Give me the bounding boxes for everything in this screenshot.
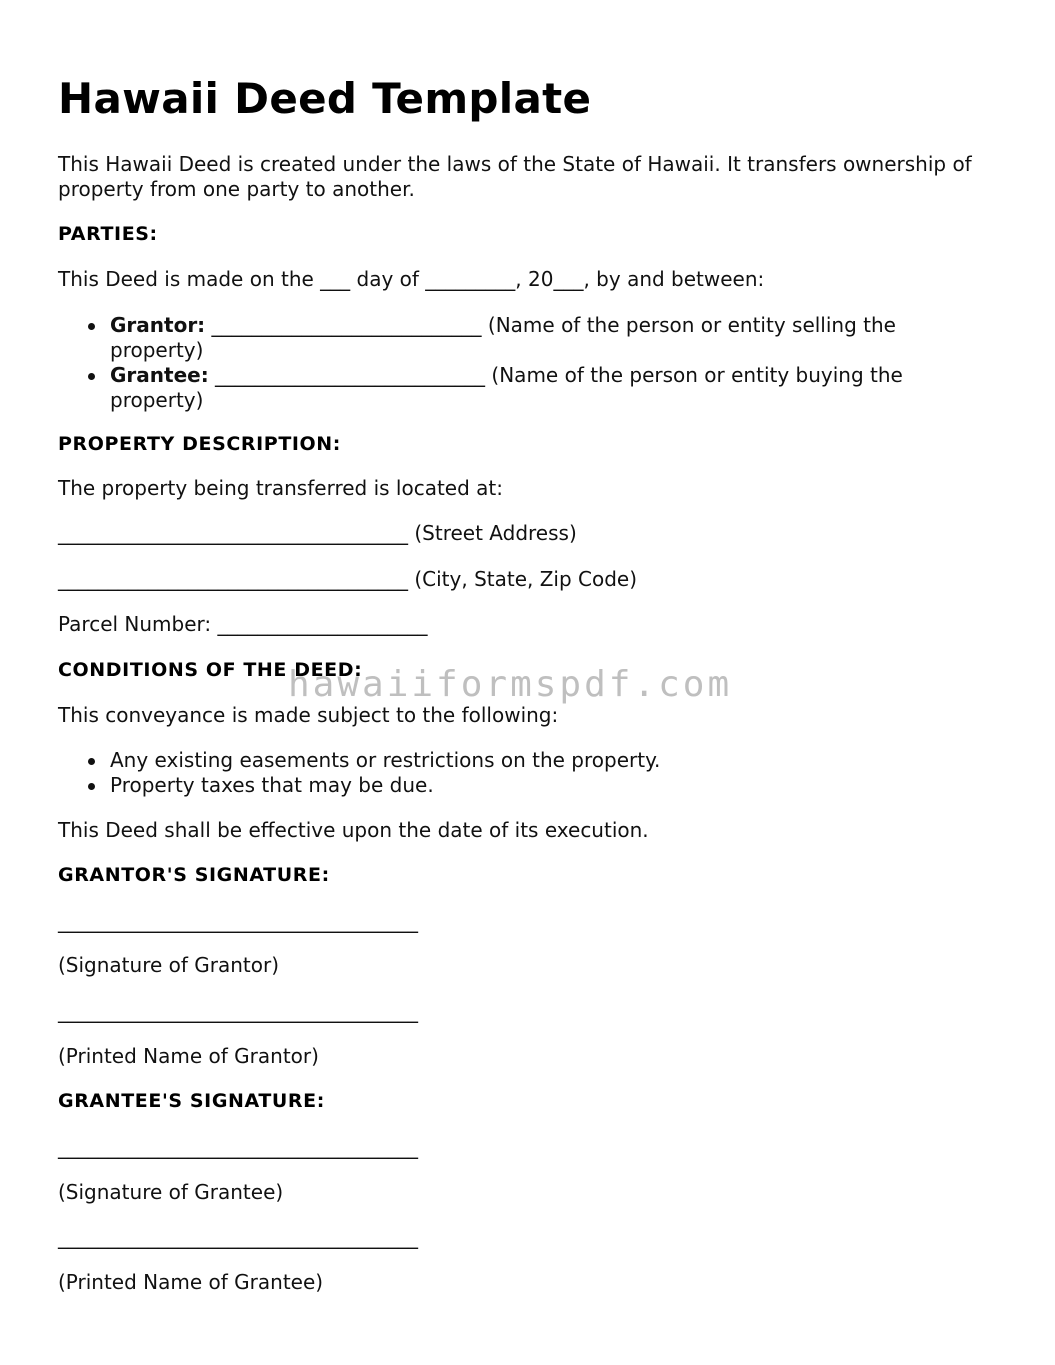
parties-list [58, 313, 958, 413]
grantor-label: Grantor: [110, 313, 206, 337]
grantee-signature-line: ____________________________________ [58, 1135, 418, 1159]
grantor-text: ___________________________ (Name of the person or entity selling the property) [110, 313, 896, 362]
effective-date-statement: This Deed shall be effective upon the date of its execution. [58, 818, 649, 842]
conditions-heading: CONDITIONS OF THE DEED: [58, 659, 363, 681]
grantor-printed-name-line: ____________________________________ [58, 999, 418, 1023]
watermark: hawaiiformspdf.com [288, 664, 733, 705]
grantor-signature-heading: GRANTOR'S SIGNATURE: [58, 864, 330, 886]
list-item: Any existing easements or restrictions on the property. [58, 748, 958, 773]
city-state-zip-line: ___________________________________ (City, State, Zip Code) [58, 567, 638, 591]
grantor-signature-caption: (Signature of Grantor) [58, 953, 280, 977]
grantee-signature-caption: (Signature of Grantee) [58, 1180, 284, 1204]
grantee-printed-name-line: ____________________________________ [58, 1225, 418, 1249]
list-item-grantor [58, 313, 958, 363]
grantee-signature-heading: GRANTEE'S SIGNATURE: [58, 1090, 325, 1112]
grantee-printed-name-caption: (Printed Name of Grantee) [58, 1270, 324, 1294]
grantor-printed-name-caption: (Printed Name of Grantor) [58, 1044, 319, 1068]
parties-heading: PARTIES: [58, 223, 158, 245]
property-description-heading: PROPERTY DESCRIPTION: [58, 433, 342, 455]
parcel-number-line: Parcel Number: _____________________ [58, 612, 428, 636]
grantee-text: ___________________________ (Name of the person or entity buying the property) [110, 363, 903, 412]
intro-paragraph: This Hawaii Deed is created under the laws of the State of Hawaii. It transfers ownership of property from one party to another. [58, 152, 972, 201]
conditions-intro: This conveyance is made subject to the following: [58, 703, 559, 727]
list-item-grantee [58, 363, 958, 413]
street-address-line: ___________________________________ (Street Address) [58, 521, 577, 545]
conditions-list [58, 748, 958, 798]
list-item: Property taxes that may be due. [58, 773, 958, 798]
property-intro: The property being transferred is located at: [58, 476, 503, 500]
page-title: Hawaii Deed Template [58, 74, 592, 123]
grantee-label: Grantee: [110, 363, 209, 387]
grantor-signature-line: ____________________________________ [58, 909, 418, 933]
deed-date-line: This Deed is made on the ___ day of _________, 20___, by and between: [58, 267, 765, 291]
